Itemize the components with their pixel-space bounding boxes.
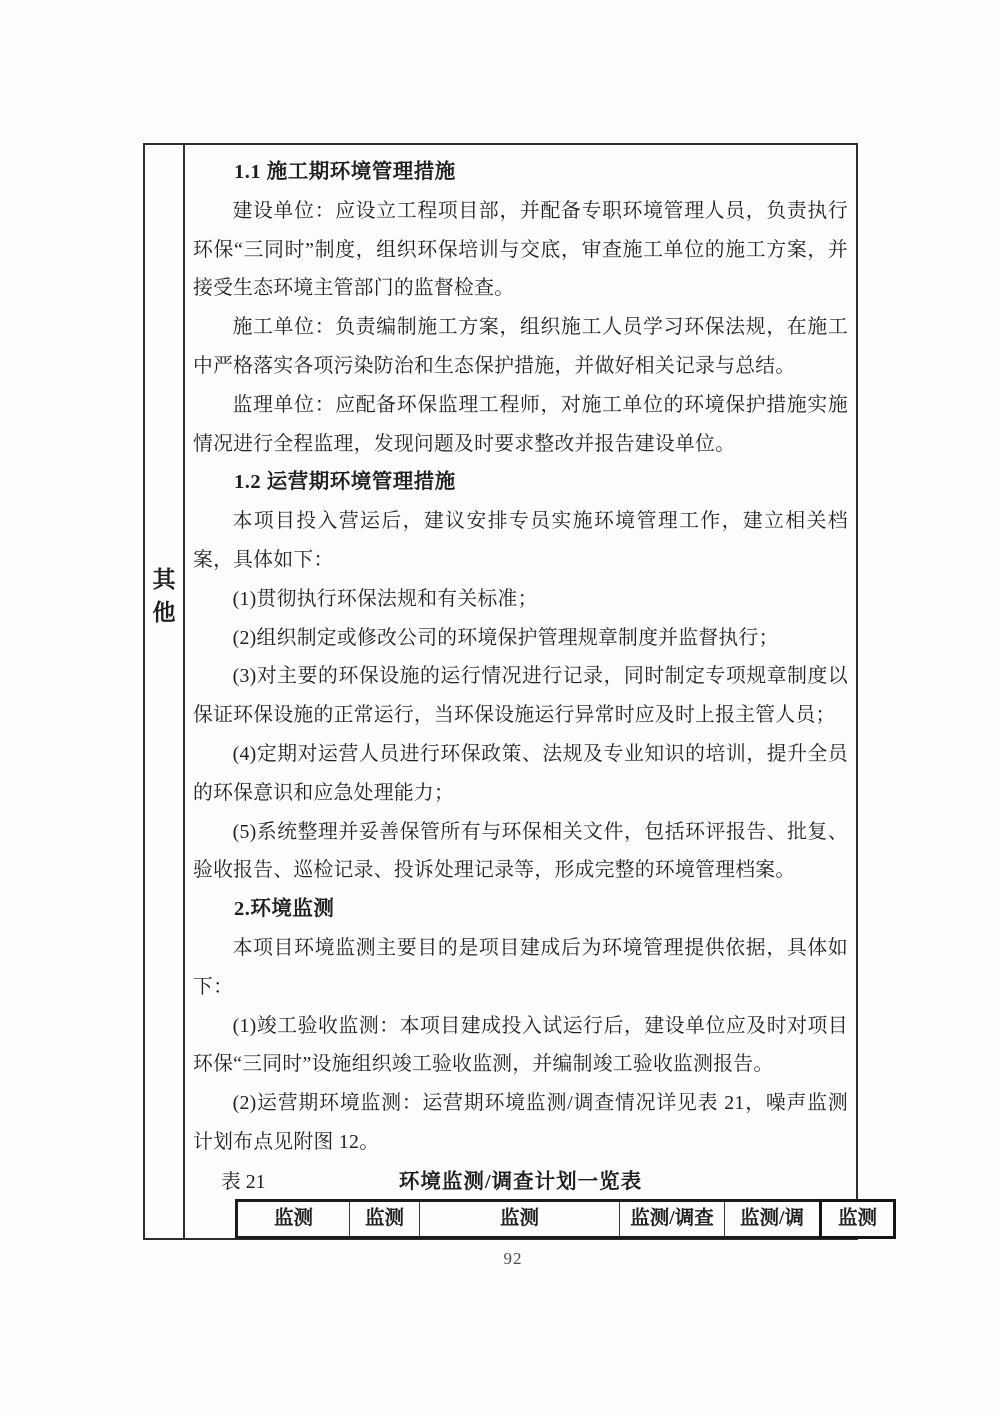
content-cell <box>185 145 877 1238</box>
paragraph-monitoring-intro: 本项目环境监测主要目的是项目建成后为环境管理提供依据，具体如下： <box>193 936 848 998</box>
page-number: 92 <box>503 1249 523 1268</box>
monitor-column-header: 监测 <box>350 1202 420 1236</box>
monitor-column-header: 监测/调 <box>740 1208 804 1229</box>
row-label-cell <box>145 145 185 1238</box>
row-label: 其他 <box>152 567 176 625</box>
monitor-column-header: 监测 <box>238 1202 350 1236</box>
paragraph-construction-supervisor: 监理单位：应配备环保监理工程师，对施工单位的环境保护措施实施情况进行全程监理，发现问题及时要求整改并报告建设单位。 <box>193 393 848 455</box>
monitor-column-header: 监测 <box>420 1202 620 1236</box>
heading-operation-period: 1.2 运营期环境管理措施 <box>234 471 456 494</box>
paragraph-monitoring-item-2: (2)运营期环境监测：运营期环境监测/调查情况详见表 21，噪声监测计划布点见附图 12。 <box>193 1092 848 1153</box>
paragraph-operation-item-5: (5)系统整理并妥善保管所有与环保相关文件，包括环评报告、批复、验收报告、巡检记录、投诉处理记录等，形成完整的环境管理档案。 <box>193 820 848 882</box>
report-form-table <box>143 143 877 1240</box>
paragraph-operation-item-4: (4)定期对运营人员进行环保政策、法规及专业知识的培训，提升全员的环保意识和应急处理能力； <box>193 742 848 804</box>
table-caption-number: 表 21 <box>221 1170 266 1193</box>
table-caption <box>193 1163 848 1202</box>
paragraph-monitoring-item-1: (1)竣工验收监测：本项目建成投入试运行后，建设单位应及时对项目环保“三同时”设施组织竣工验收监测，并编制竣工验收监测报告。 <box>193 1014 848 1076</box>
paragraph-construction-contractor: 施工单位：负责编制施工方案，组织施工人员学习环保法规，在施工中严格落实各项污染防治和生态保护措施，并做好相关记录与总结。 <box>193 316 848 377</box>
heading-construction-period: 1.1 施工期环境管理措施 <box>234 161 456 183</box>
monitoring-plan-table <box>235 1199 890 1239</box>
paragraph-operation-item-3: (3)对主要的环保设施的运行情况进行记录，同时制定专项规章制度以保证环保设施的正常运行，当环保设施运行异常时应及时上报主管人员； <box>193 665 848 727</box>
monitor-column-header: 监测/调查 <box>620 1202 725 1236</box>
paragraph-operation-intro: 本项目投入营运后，建议安排专员实施环境管理工作，建立相关档案，具体如下： <box>193 510 848 571</box>
heading-environmental-monitoring: 2.环境监测 <box>234 898 335 921</box>
monitor-column-header: 监测 <box>819 1199 896 1239</box>
paragraph-operation-item-2: (2)组织制定或修改公司的环境保护管理规章制度并监督执行； <box>232 626 779 649</box>
paragraph-operation-item-1: (1)贯彻执行环保法规和有关标准； <box>232 587 538 610</box>
paragraph-construction-owner: 建设单位：应设立工程项目部，并配备专职环境管理人员，负责执行环保“三同时”制度，组织环保培训与交底，审查施工单位的施工方案，并接受生态环境主管部门的监督检查。 <box>193 199 848 300</box>
table-caption-title: 环境监测/调查计划一览表 <box>398 1170 643 1193</box>
